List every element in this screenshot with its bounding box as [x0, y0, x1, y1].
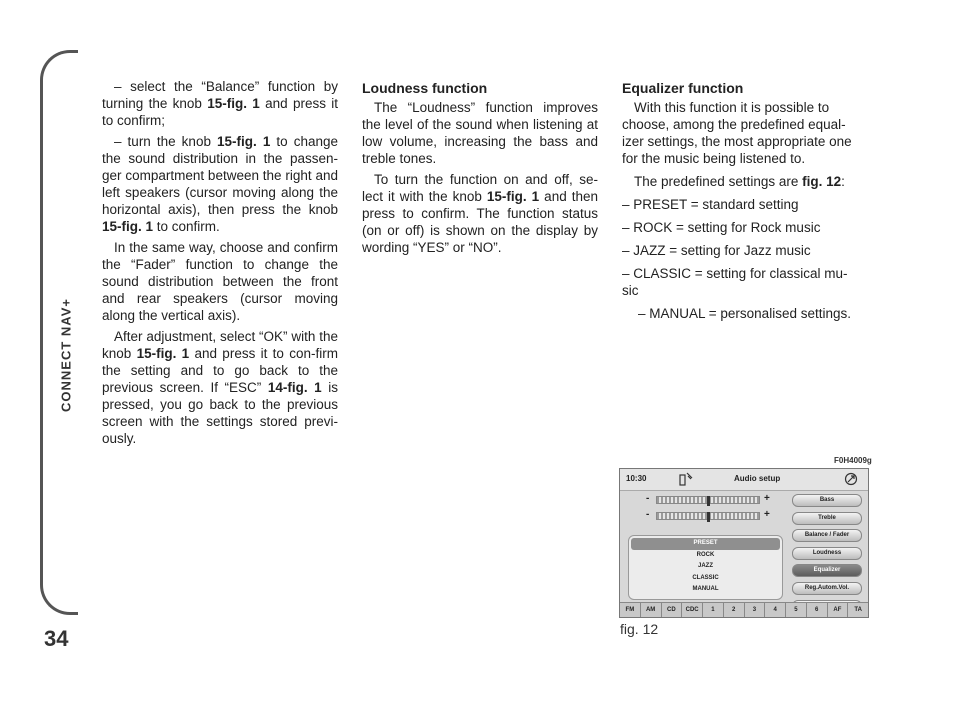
cdc-button[interactable]: CDC	[682, 603, 703, 617]
list-item: – MANUAL = personalised settings.	[638, 306, 851, 321]
loudness-button[interactable]: Loudness	[792, 547, 862, 560]
balance-fader-button[interactable]: Balance / Fader	[792, 529, 862, 542]
list-item[interactable]: ROCK	[696, 551, 715, 558]
section-heading: Equalizer function	[622, 80, 744, 96]
text-column-3	[622, 78, 858, 328]
paragraph: In the same way, choose and confirm the “Fader” function to change the sound distribution between the front and rear speakers (cursor moving along the vertical axis).	[102, 240, 338, 323]
navigation-icon	[844, 472, 858, 486]
af-button[interactable]: AF	[828, 603, 849, 617]
list-item[interactable]: MANUAL	[692, 586, 719, 592]
slider-thumb[interactable]	[707, 496, 710, 506]
preset-2-button[interactable]: 2	[724, 603, 745, 617]
slider-thumb[interactable]	[707, 512, 710, 522]
list-item: – ROCK = setting for Rock music	[622, 220, 821, 235]
am-button[interactable]: AM	[641, 603, 662, 617]
section-heading: Loudness function	[362, 80, 488, 96]
screen-title: Audio setup	[734, 474, 781, 483]
bass-button[interactable]: Bass	[792, 494, 862, 507]
paragraph: To turn the function on and off, se-lect it with the knob 15-fig. 1 and then press to confirm. The function status (on or off) is shown on the display by wording “YES” or “NO”.	[362, 172, 598, 255]
menu-buttons	[792, 494, 862, 617]
list-item: – CLASSIC = setting for classical mu-sic	[622, 266, 848, 298]
slider-plus[interactable]: +	[764, 509, 770, 520]
slider-track[interactable]	[656, 496, 760, 504]
paragraph: The “Loudness” function improves the level of the sound when listening at low volume, increasing the bass and treble tones.	[362, 100, 598, 166]
reg-autom-vol-button[interactable]: Reg.Autom.Vol.	[792, 582, 862, 595]
text-column-1	[102, 78, 338, 451]
list-item[interactable]: JAZZ	[698, 563, 713, 569]
cd-button[interactable]: CD	[662, 603, 683, 617]
satellite-icon	[678, 471, 694, 487]
screen-clock: 10:30	[626, 474, 647, 483]
slider-minus[interactable]: -	[646, 509, 650, 520]
audio-setup-screen	[619, 468, 869, 618]
paragraph: With this function it is possible to choose, among the predefined equal-izer settings, the most appropriate one for the music being listened to.	[622, 100, 852, 166]
list-item: – JAZZ = setting for Jazz music	[622, 243, 811, 258]
slider-minus[interactable]: -	[646, 493, 650, 504]
slider-row	[646, 511, 772, 521]
list-item[interactable]: CLASSIC	[692, 574, 719, 581]
treble-button[interactable]: Treble	[792, 512, 862, 525]
slider-row	[646, 495, 772, 505]
list-item[interactable]: PRESET	[631, 538, 780, 550]
preset-6-button[interactable]: 6	[807, 603, 828, 617]
paragraph: – select the “Balance” function by turning the knob 15-fig. 1 and press it to confirm;	[102, 79, 339, 128]
ta-button[interactable]: TA	[854, 607, 862, 613]
slider-track[interactable]	[656, 512, 760, 520]
figure-code: F0H4009g	[834, 456, 872, 465]
preset-1-button[interactable]: 1	[703, 603, 724, 617]
paragraph: After adjustment, select “OK” with the knob 15-fig. 1 and press it to con-firm the setting and to go back to the previous screen. If “ESC” 14-fig. 1 is pressed, you go back to the previous screen with the settings stored previ-ously.	[102, 329, 339, 446]
slider-plus[interactable]: +	[764, 493, 770, 504]
screen-top-bar	[620, 469, 868, 491]
figure-caption: fig. 12	[620, 621, 659, 637]
preset-4-button[interactable]: 4	[765, 603, 786, 617]
preset-5-button[interactable]: 5	[786, 603, 807, 617]
fm-button[interactable]: FM	[620, 603, 641, 617]
preset-3-button[interactable]: 3	[745, 603, 766, 617]
equalizer-button[interactable]: Equalizer	[792, 564, 862, 577]
list-item: – PRESET = standard setting	[622, 197, 799, 212]
text-column-2	[362, 78, 598, 260]
screen-bottom-bar	[620, 602, 868, 617]
paragraph: The predefined settings are fig. 12:	[634, 174, 845, 189]
section-label-text: CONNECT NAV+	[58, 298, 74, 412]
section-side-label	[56, 280, 76, 430]
page-number: 34	[44, 626, 69, 651]
paragraph: – turn the knob 15-fig. 1 to change the sound distribution in the passen-ger compartment between the right and left speakers (cursor moving along the horizontal axis), then press the knob 15-fig. 1 to confirm.	[102, 134, 338, 234]
equalizer-preset-list	[628, 535, 783, 600]
